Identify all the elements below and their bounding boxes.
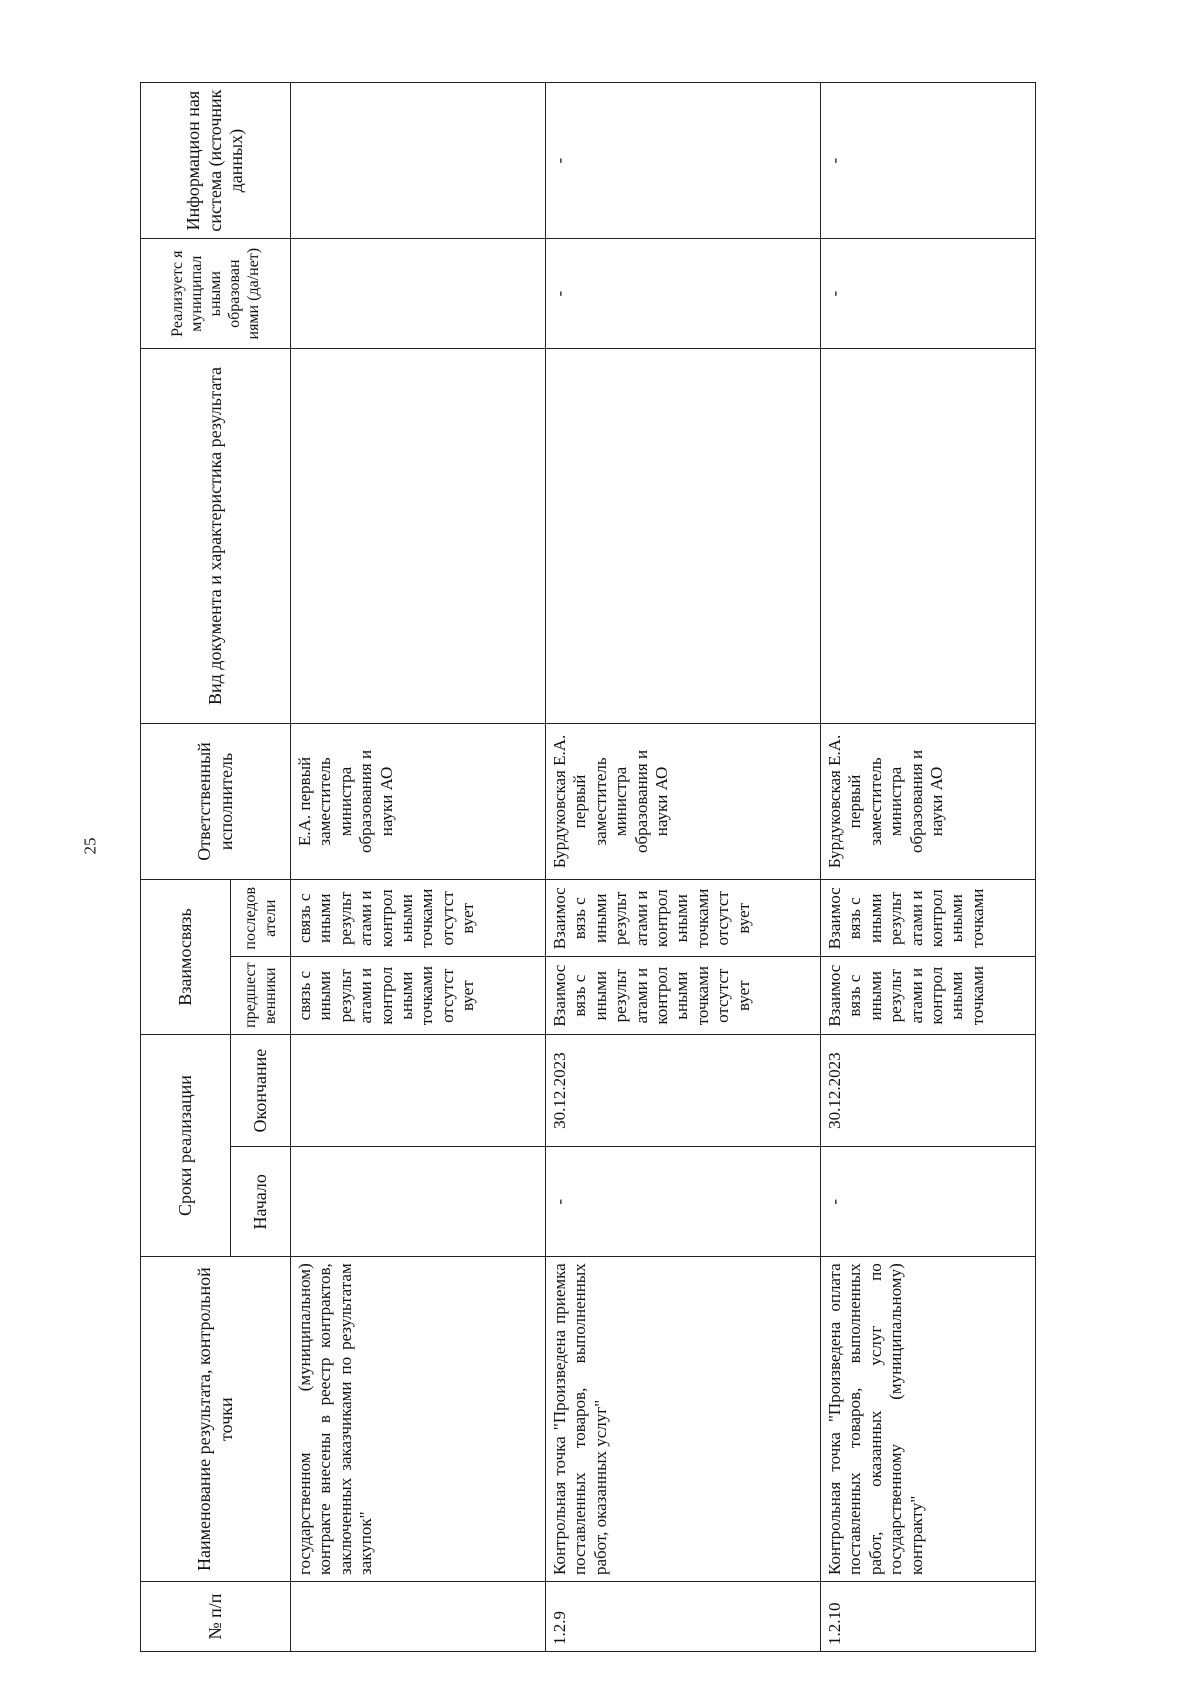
cell-end <box>291 1034 546 1146</box>
header-end: Окончание <box>231 1034 291 1146</box>
header-num: № п/п <box>141 1582 291 1652</box>
cell-end: 30.12.2023 <box>821 1034 1036 1146</box>
cell-pred: Взаимос вязь с иными результ атами и контрол ьными точками <box>821 957 1036 1034</box>
cell-municipal: - <box>546 239 821 349</box>
cell-start: - <box>546 1147 821 1257</box>
header-pred: предшест венники <box>231 957 291 1034</box>
cell-succ: Взаимос вязь с иными результ атами и контрол ьными точками <box>821 880 1036 957</box>
cell-succ: связь с иными результ атами и контрол ьными точками отсутст вует <box>291 880 546 957</box>
cell-resp: Бурдуковская Е.А. первый заместитель министра образования и науки АО <box>546 723 821 879</box>
header-municipal: Реализуетс я муниципал ьными образован иями (да/нет) <box>141 239 291 349</box>
table-row <box>291 83 546 1652</box>
header-link: Взаимосвязь <box>141 880 231 1035</box>
header-succ: последов атели <box>231 880 291 957</box>
cell-name: Контрольная точка "Произведена приемка поставленных товаров, выполненных работ, оказанных услуг" <box>546 1257 821 1582</box>
cell-doc <box>546 349 821 724</box>
cell-resp: Бурдуковская Е.А. первый заместитель министра образования и науки АО <box>821 723 1036 879</box>
cell-resp: Е.А. первый заместитель министра образования и науки АО <box>291 723 546 879</box>
results-table <box>140 82 1036 1652</box>
header-name: Наименование результата, контрольной точки <box>141 1257 291 1582</box>
cell-start <box>291 1147 546 1257</box>
cell-doc <box>821 349 1036 724</box>
header-doc: Вид документа и характеристика результата <box>141 349 291 724</box>
cell-municipal: - <box>821 239 1036 349</box>
header-resp: Ответственный исполнитель <box>141 723 291 879</box>
cell-end: 30.12.2023 <box>546 1034 821 1146</box>
table-row <box>821 83 1036 1652</box>
rotated-table-container <box>140 82 1035 1652</box>
cell-info: - <box>546 83 821 239</box>
header-info: Информацион ная система (источник данных) <box>141 83 291 239</box>
cell-num: 1.2.10 <box>821 1582 1036 1652</box>
header-dates: Сроки реализации <box>141 1034 231 1256</box>
cell-pred: Взаимос вязь с иными результ атами и контрол ьными точками отсутст вует <box>546 957 821 1034</box>
cell-pred: связь с иными результ атами и контрол ьными точками отсутст вует <box>291 957 546 1034</box>
header-start: Начало <box>231 1147 291 1257</box>
cell-info: - <box>821 83 1036 239</box>
table-row <box>546 83 821 1652</box>
cell-num: 1.2.9 <box>546 1582 821 1652</box>
cell-start: - <box>821 1147 1036 1257</box>
cell-name: Контрольная точка "Произведена оплата поставленных товаров, выполненных работ, оказанных услуг по государственному (муниципальному) контракту" <box>821 1257 1036 1582</box>
cell-municipal <box>291 239 546 349</box>
cell-name: государственном (муниципальном) контракте внесены в реестр контрактов, заключенных заказчиками по результатам закупок" <box>291 1257 546 1582</box>
cell-succ: Взаимос вязь с иными результ атами и контрол ьными точками отсутст вует <box>546 880 821 957</box>
cell-num <box>291 1582 546 1652</box>
cell-doc <box>291 349 546 724</box>
page-number: 25 <box>80 837 100 855</box>
cell-info <box>291 83 546 239</box>
